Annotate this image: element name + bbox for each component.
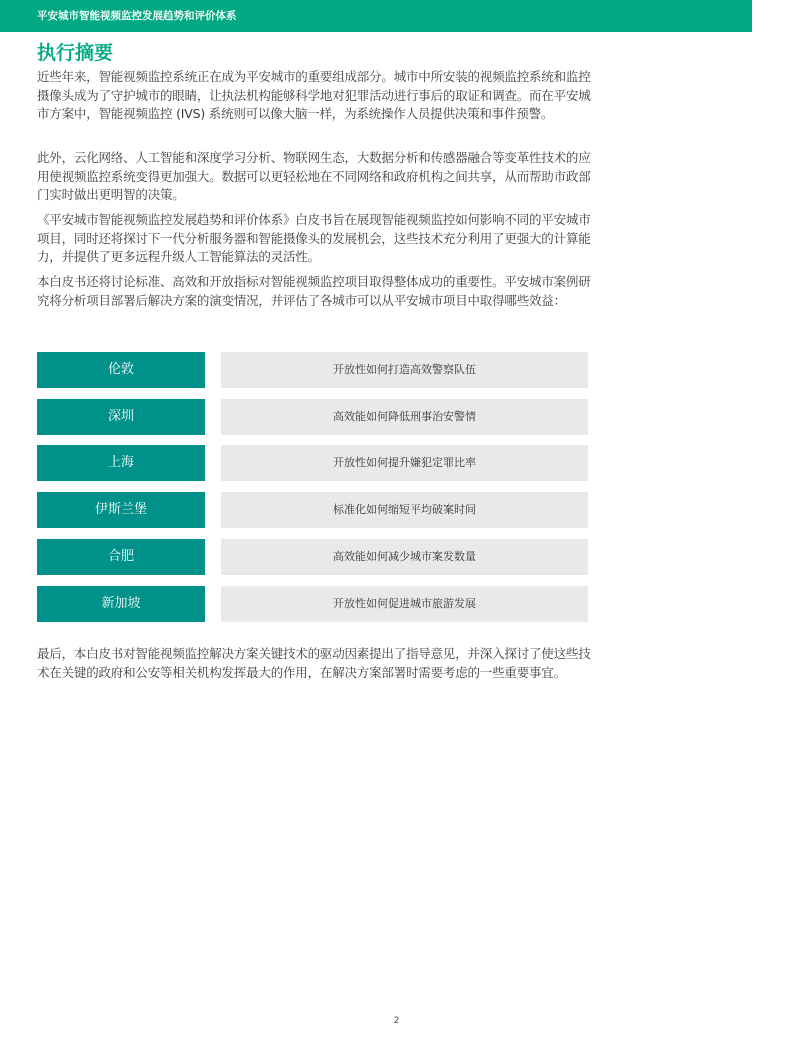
case-study-paragraph: 本白皮书还将讨论标准、高效和开放指标对智能视频监控项目取得整体成功的重要性。平安城市案例研究将分析项目部署后解决方案的演变情况，并评估了各城市可以从平安城市项目中取得哪些效益：: [37, 274, 591, 308]
table-row: [37, 445, 588, 481]
city-name-cell: 合肥: [37, 539, 205, 575]
city-benefit-cell: 高效能如何减少城市案发数量: [221, 539, 588, 575]
city-benefit-cell: 开放性如何促进城市旅游发展: [221, 586, 588, 622]
city-name-cell: 伊斯兰堡: [37, 492, 205, 528]
city-name-cell: 深圳: [37, 399, 205, 435]
city-benefit-cell: 标准化如何缩短平均破案时间: [221, 492, 588, 528]
whitepaper-purpose-paragraph: 《平安城市智能视频监控发展趋势和评价体系》白皮书旨在展现智能视频监控如何影响不同的平安城市项目，同时还将探讨下一代分析服务器和智能摄像头的发展机会，这些技术充分利用了更强大的计算能力，并提供了更多远程升级人工智能算法的灵活性。: [37, 212, 591, 264]
technology-paragraph: 此外，云化网络、人工智能和深度学习分析、物联网生态，大数据分析和传感器融合等变革性技术的应用使视频监控系统变得更加强大。数据可以更轻松地在不同网络和政府机构之间共享，从而帮助市政部门实时做出更明智的决策。: [37, 150, 591, 202]
city-name-cell: 伦敦: [37, 352, 205, 388]
table-row: [37, 539, 588, 575]
page-number: 2: [393, 1016, 400, 1026]
table-row: [37, 399, 588, 435]
table-row: [37, 586, 588, 622]
city-benefit-cell: 开放性如何打造高效警察队伍: [221, 352, 588, 388]
city-benefit-cell: 高效能如何降低刑事治安警情: [221, 399, 588, 435]
page-title: 执行摘要: [37, 42, 114, 64]
city-name-cell: 新加坡: [37, 586, 205, 622]
intro-paragraph: 近些年来，智能视频监控系统正在成为平安城市的重要组成部分。城市中所安装的视频监控系统和监控摄像头成为了守护城市的眼睛，让执法机构能够科学地对犯罪活动进行事后的取证和调查。而在平安城市方案中，智能视频监控 (IVS) 系统则可以像大脑一样，为系统操作人员提供决策和事件预警。: [37, 69, 591, 121]
table-row: [37, 352, 588, 388]
city-name-cell: 上海: [37, 445, 205, 481]
city-benefit-cell: 开放性如何提升嫌犯定罪比率: [221, 445, 588, 481]
closing-paragraph: 最后，本白皮书对智能视频监控解决方案关键技术的驱动因素提出了指导意见，并深入探讨了使这些技术在关键的政府和公安等相关机构发挥最大的作用，在解决方案部署时需要考虑的一些重要事宜。: [37, 646, 591, 680]
header-banner: 平安城市智能视频监控发展趋势和评价体系: [0, 0, 752, 32]
table-row: [37, 492, 588, 528]
